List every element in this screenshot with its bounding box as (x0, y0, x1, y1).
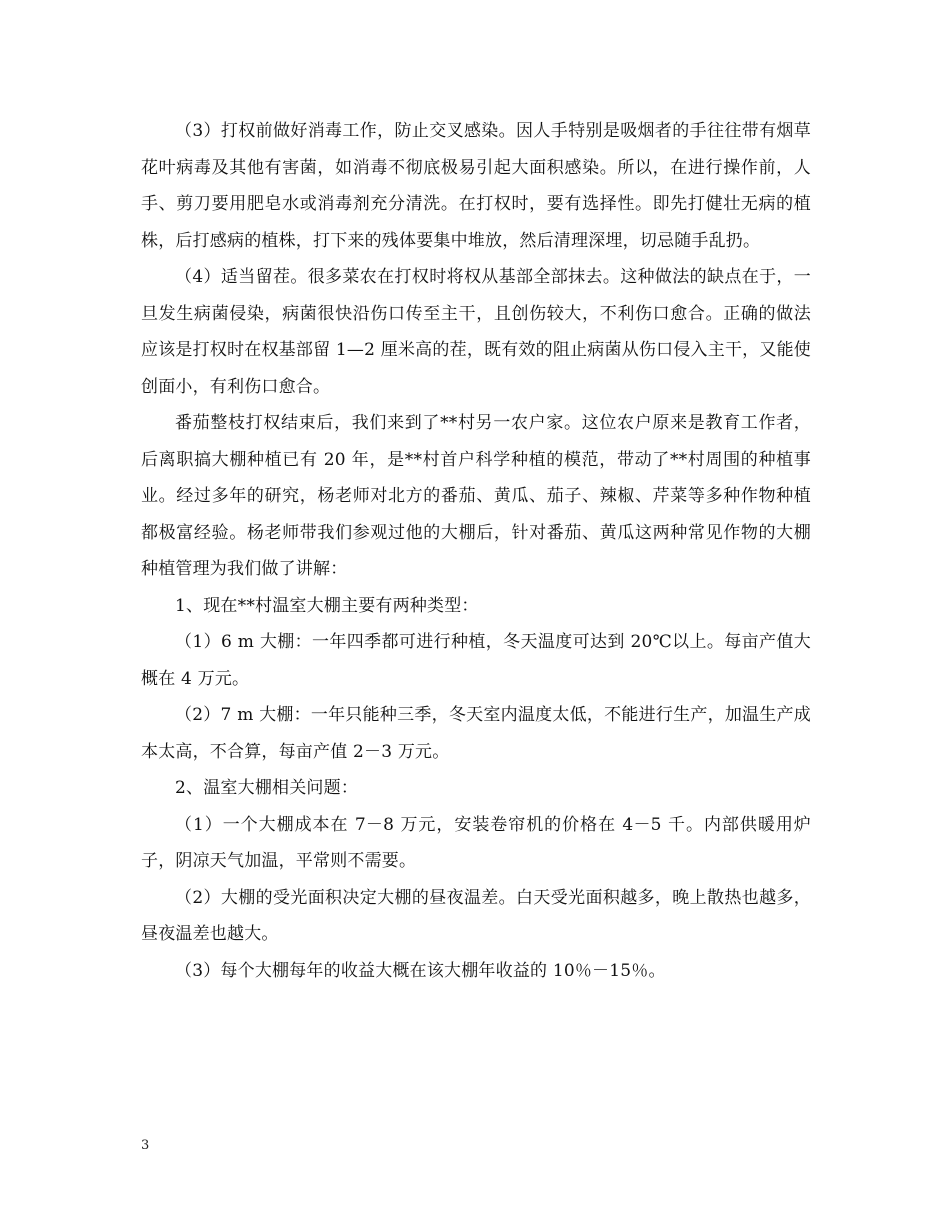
paragraph-light-area: （2）大棚的受光面积决定大棚的昼夜温差。白天受光面积越多，晚上散热也越多，昼夜温差也越大。 (141, 887, 811, 944)
paragraph-greenhouse-cost: （1）一个大棚成本在 7－8 万元，安装卷帘机的价格在 4－5 千。内部供暖用炉子，阴凉天气加温，平常则不需要。 (141, 814, 811, 871)
body-text (141, 113, 811, 989)
paragraph-annual-profit: （3）每个大棚每年的收益大概在该大棚年收益的 10％－15％。 (175, 960, 666, 981)
paragraph-greenhouse-issues-heading: 2、温室大棚相关问题： (175, 778, 359, 798)
paragraph-greenhouse-types-heading: 1、现在**村温室大棚主要有两种类型： (175, 595, 479, 616)
paragraph-7m-greenhouse: （2）7 m 大棚：一年只能种三季，冬天室内温度太低，不能进行生产，加温生产成本太高，不合算，每亩产值 2－3 万元。 (141, 705, 811, 762)
page-number: 3 (141, 1138, 150, 1153)
paragraph-leave-stubble: （4）适当留茬。很多菜农在打权时将权从基部全部抹去。这种做法的缺点在于，一旦发生病菌侵染，病菌很快沿伤口传至主干，且创伤较大，不利伤口愈合。正确的做法应该是打权时在权基部留 1—2 厘米高的茬，既有效的阻止病菌从伤口侵入主干，又能使创面小，有利伤口愈合。 (141, 267, 811, 397)
paragraph-farmer-visit: 番茄整枝打权结束后，我们来到了**村另一农户家。这位农户原来是教育工作者，后离职搞大棚种植已有 20 年，是**村首户科学种植的模范，带动了**村周围的种植事业。经过多年的研究，杨老师对北方的番茄、黄瓜、茄子、辣椒、芹菜等多种作物种植都极富经验。杨老师带我们参观过他的大棚后，针对番茄、黄瓜这两种常见作物的大棚种植管理为我们做了讲解： (141, 413, 811, 579)
paragraph-pruning-disinfection: （3）打权前做好消毒工作，防止交叉感染。因人手特别是吸烟者的手往往带有烟草花叶病毒及其他有害菌，如消毒不彻底极易引起大面积感染。所以，在进行操作前，人手、剪刀要用肥皂水或消毒剂充分清洗。在打权时，要有选择性。即先打健壮无病的植株，后打感病的植株，打下来的残体要集中堆放，然后清理深埋，切忌随手乱扔。 (141, 121, 811, 251)
paragraph-6m-greenhouse: （1）6 m 大棚：一年四季都可进行种植，冬天温度可达到 20℃以上。每亩产值大概在 4 万元。 (141, 632, 811, 689)
